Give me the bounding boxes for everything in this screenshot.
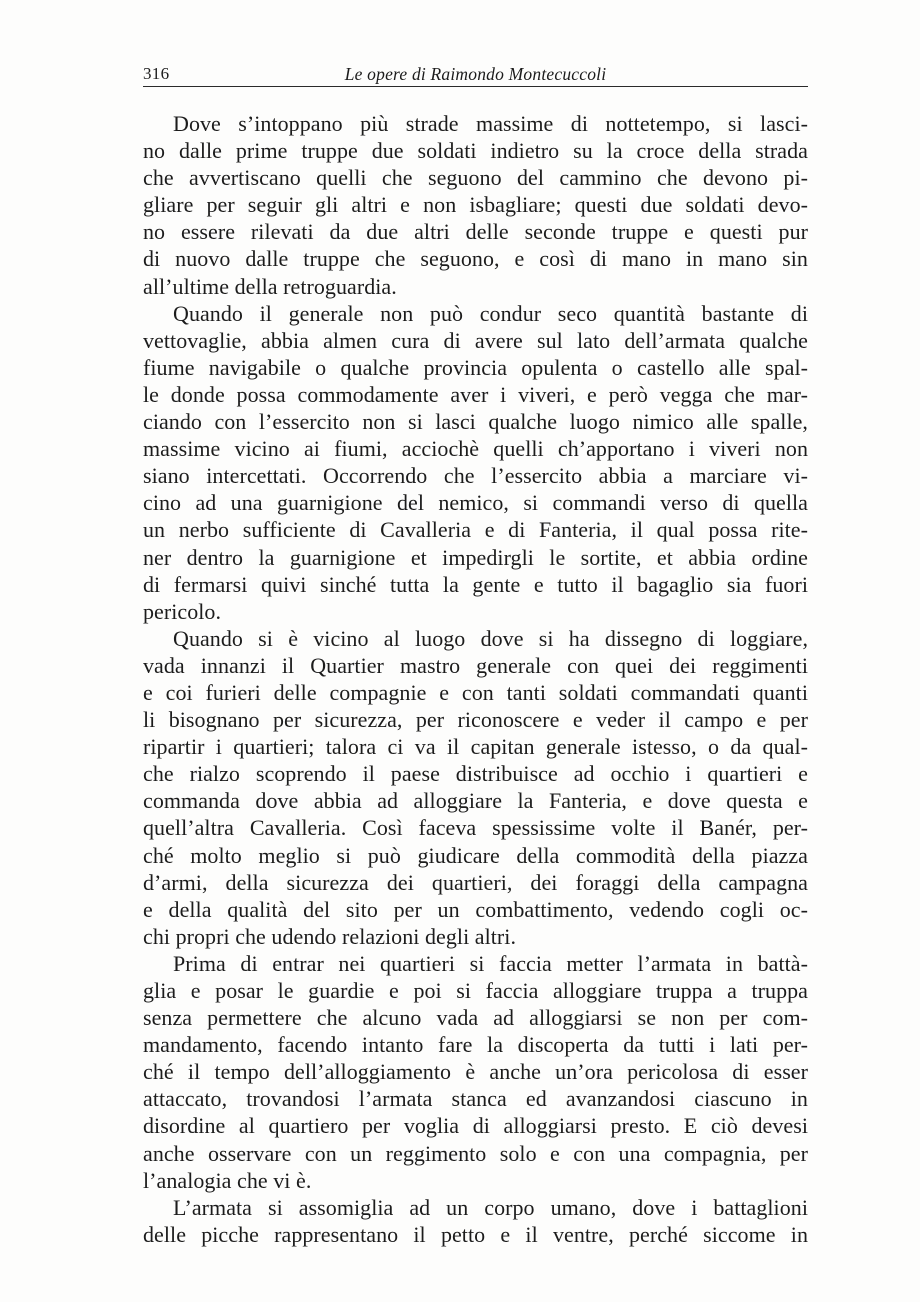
running-title: Le opere di Raimondo Montecuccoli [344,64,607,84]
text-line: ner dentro la guarnigione et impedirgli le sortite, et abbia ordine [143,544,808,570]
text-line: e della qualità del sito per un combattimento, vedendo cogli oc- [143,896,808,922]
text-line: attaccato, trovandosi l’armata stanca ed avanzandosi ciascuno in [143,1086,808,1112]
text-line: di nuovo dalle truppe che seguono, e così di mano in mano sin [143,246,808,272]
paragraph [143,300,808,625]
text-line: fiume navigabile o qualche provincia opulenta o castello alle spal- [143,354,808,380]
text-line: ché il tempo dell’alloggiamento è anche un’ora pericolosa di esser [143,1059,808,1085]
text-line: gliare per seguir gli altri e non isbagliare; questi due soldati devo- [143,192,808,218]
paragraph [143,950,808,1194]
text-line: Quando il generale non può condur seco quantità bastante di [173,300,808,326]
paragraph [143,110,808,300]
text-line: Dove s’intoppano più strade massime di nottetempo, si lasci- [173,111,808,136]
text-line: d’armi, della sicurezza dei quartieri, dei foraggi della campagna [143,869,808,895]
text-line: pericolo. [143,598,222,624]
text-line: un nerbo sufficiente di Cavalleria e di Fanteria, il qual possa rite- [143,517,808,543]
page-number: 316 [143,64,170,83]
text-line: ché molto meglio si può giudicare della commodità della piazza [143,842,808,868]
body-text [143,110,808,1248]
text-line: mandamento, facendo intanto fare la discoperta da tutti i lati per- [143,1032,808,1058]
text-line: no dalle prime truppe due soldati indietro su la croce della strada [143,138,808,164]
text-line: senza permettere che alcuno vada ad alloggiarsi se non per com- [143,1005,808,1031]
text-line: disordine al quartiero per voglia di alloggiarsi presto. E ciò devesi [143,1113,808,1139]
text-line: no essere rilevati da due altri delle seconde truppe e questi pur [143,219,808,245]
text-line: delle picche rappresentano il petto e il ventre, perché siccome in [143,1221,808,1247]
text-line: che rialzo scoprendo il paese distribuisce ad occhio i quartieri e [143,761,808,787]
text-line: L’armata si assomiglia ad un corpo umano, dove i battaglioni [173,1194,808,1220]
text-line: vettovaglie, abbia almen cura di avere sul lato dell’armata qualche [143,327,808,353]
text-line: glia e posar le guardie e poi si faccia alloggiare truppa a truppa [143,978,808,1003]
text-line: chi propri che udendo relazioni degli altri. [143,923,517,949]
text-line: li bisognano per sicurezza, per riconoscere e veder il campo e per [143,707,808,733]
text-line: vada innanzi il Quartier mastro generale con quei dei reggimenti [143,652,808,678]
text-line: anche osservare con un reggimento solo e con una compagnia, per [143,1140,808,1166]
text-line: all’ultime della retroguardia. [143,273,397,299]
text-line: l’analogia che vi è. [143,1167,312,1193]
text-line: siano intercettati. Occorrendo che l’essercito abbia a marciare vi- [143,463,808,489]
text-line: che avvertiscano quelli che seguono del cammino che devono pi- [143,165,808,191]
paragraph [143,1194,808,1248]
text-line: le donde possa commodamente aver i viveri, e però vegga che mar- [143,381,808,407]
text-line: Prima di entrar nei quartieri si faccia metter l’armata in battà- [173,950,808,976]
text-line: cino ad una guarnigione del nemico, si commandi verso di quella [143,490,808,516]
text-line: di fermarsi quivi sinché tutta la gente e tutto il bagaglio sia fuori [143,571,808,597]
text-line: ripartir i quartieri; talora ci va il capitan generale istesso, o da qual- [143,734,808,760]
text-line: e coi furieri delle compagnie e con tanti soldati commandati quanti [143,679,808,705]
running-head [143,62,808,87]
text-line: massime vicino ai fiumi, acciochè quelli ch’apportano i viveri non [143,436,808,462]
text-line: commanda dove abbia ad alloggiare la Fanteria, e dove questa e [143,788,808,814]
text-line: ciando con l’essercito non si lasci qualche luogo nimico alle spalle, [143,409,808,435]
paragraph [143,625,808,950]
text-line: quell’altra Cavalleria. Così faceva spessissime volte il Banér, per- [143,815,808,841]
text-line: Quando si è vicino al luogo dove si ha dissegno di loggiare, [173,625,808,651]
